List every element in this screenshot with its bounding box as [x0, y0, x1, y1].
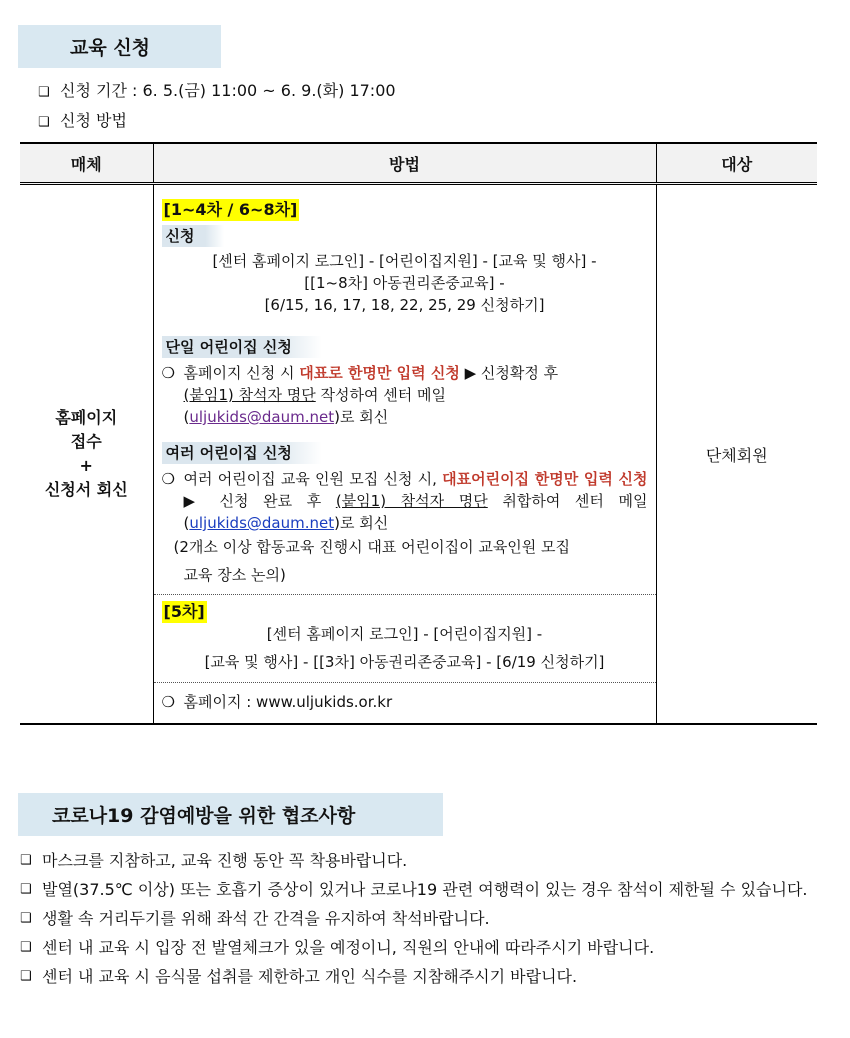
- text: 취합하여 센터 메일(: [183, 492, 648, 532]
- email-link[interactable]: uljukids@daum.net: [189, 408, 335, 426]
- apply-path-line: [센터 홈페이지 로그인] - [어린이집지원] - [교육 및 행사] -: [212, 252, 597, 270]
- single-daycare-instruction: [162, 362, 648, 428]
- circle-bullet-icon: ❍: [161, 364, 175, 382]
- apply-path-line: [교육 및 행사] - [[3차] 아동권리존중교육] - [6/19 신청하기]: [204, 653, 605, 671]
- square-bullet-icon: ❑: [20, 911, 32, 926]
- medium-line: +: [79, 456, 93, 475]
- text: 홈페이지 신청 시: [183, 364, 300, 382]
- list-item: [20, 904, 822, 933]
- target-cell: 단체회원: [656, 184, 817, 725]
- apply-method: [38, 108, 127, 131]
- notice-text: 발열(37.5℃ 이상) 또는 호흡기 증상이 있거나 코로나19 관련 여행력이 있는 경우 참석이 제한될 수 있습니다.: [42, 880, 808, 899]
- method-block-rounds-1-8: [154, 185, 656, 595]
- medium-cell: [20, 184, 153, 725]
- multi-daycare-note: [162, 536, 648, 586]
- notice-text: 센터 내 교육 시 입장 전 발열체크가 있을 예정이니, 직원의 안내에 따라주시기 바랍니다.: [42, 938, 655, 957]
- section-title-education-apply: 교육 신청: [18, 25, 221, 68]
- multi-daycare-subheading: 여러 어린이집 신청: [162, 442, 322, 464]
- square-bullet-icon: ❑: [20, 882, 32, 897]
- text: (: [183, 408, 190, 426]
- apply-period-text: 신청 기간 : 6. 5.(금) 11:00 ~ 6. 9.(화) 17:00: [60, 81, 396, 100]
- emphasis-text: 대표로 한명만 입력 신청: [299, 364, 460, 382]
- apply-period: [38, 78, 396, 101]
- header-medium: 매체: [20, 143, 153, 184]
- header-method: 방법: [153, 143, 656, 184]
- apply-path-line: [[1~8차] 아동권리존중교육] -: [304, 274, 505, 292]
- single-daycare-subheading: 단일 어린이집 신청: [162, 336, 322, 358]
- text: ▶ 신청 완료 후: [183, 492, 336, 510]
- medium-line: 신청서 회신: [44, 480, 128, 499]
- notice-text: 생활 속 거리두기를 위해 좌석 간 간격을 유지하여 착석바랍니다.: [42, 909, 490, 928]
- note-line: 교육 장소 논의): [183, 566, 286, 584]
- square-bullet-icon: ❑: [20, 969, 32, 984]
- list-item: [20, 875, 822, 904]
- apply-method-text: 신청 방법: [60, 111, 127, 130]
- list-item: [20, 846, 822, 875]
- header-target: 대상: [656, 143, 817, 184]
- multi-daycare-instruction: [162, 468, 648, 534]
- notice-text: 센터 내 교육 시 음식물 섭취를 제한하고 개인 식수를 지참해주시기 바랍니다.: [42, 967, 578, 986]
- list-item: [20, 933, 822, 962]
- round-badge: [5차]: [163, 602, 205, 621]
- circle-bullet-icon: ❍: [161, 470, 175, 488]
- square-bullet-icon: ❑: [38, 115, 50, 130]
- attachment-ref: (붙임1) 참석자 명단: [183, 386, 316, 404]
- homepage-url: 홈페이지 : www.uljukids.or.kr: [183, 693, 393, 711]
- square-bullet-icon: ❑: [20, 940, 32, 955]
- text: )로 회신: [334, 514, 389, 532]
- method-cell: [153, 184, 656, 725]
- square-bullet-icon: ❑: [38, 85, 50, 100]
- circle-bullet-icon: ❍: [161, 693, 175, 711]
- text: 여러 어린이집 교육 인원 모집 신청 시,: [183, 470, 443, 488]
- homepage-block: [154, 683, 656, 723]
- medium-line: 홈페이지: [55, 408, 118, 427]
- list-item: [20, 962, 822, 991]
- notice-text: 마스크를 지참하고, 교육 진행 동안 꼭 착용바랍니다.: [42, 851, 408, 870]
- emphasis-text: 대표어린이집 한명만 입력 신청: [442, 470, 648, 488]
- apply-path-line: [6/15, 16, 17, 18, 22, 25, 29 신청하기]: [264, 296, 545, 314]
- note-line: (2개소 이상 합동교육 진행시 대표 어린이집이 교육인원 모집: [173, 538, 571, 556]
- apply-method-table: [20, 142, 817, 725]
- text: 작성하여 센터 메일: [315, 386, 446, 404]
- apply-subheading: 신청: [162, 225, 225, 247]
- apply-path-line: [센터 홈페이지 로그인] - [어린이집지원] -: [266, 625, 543, 643]
- round-badge: [1~4차 / 6~8차]: [163, 200, 298, 219]
- medium-line: 접수: [70, 432, 102, 451]
- text: )로 회신: [334, 408, 389, 426]
- text: ▶ 신청확정 후: [459, 364, 559, 382]
- covid-notice-list: [20, 846, 822, 991]
- method-block-round-5: [154, 595, 656, 683]
- square-bullet-icon: ❑: [20, 853, 32, 868]
- email-link[interactable]: uljukids@daum.net: [189, 514, 335, 532]
- section-title-covid-notice: 코로나19 감염예방을 위한 협조사항: [18, 793, 443, 836]
- attachment-ref: (붙임1) 참석자 명단: [335, 492, 488, 510]
